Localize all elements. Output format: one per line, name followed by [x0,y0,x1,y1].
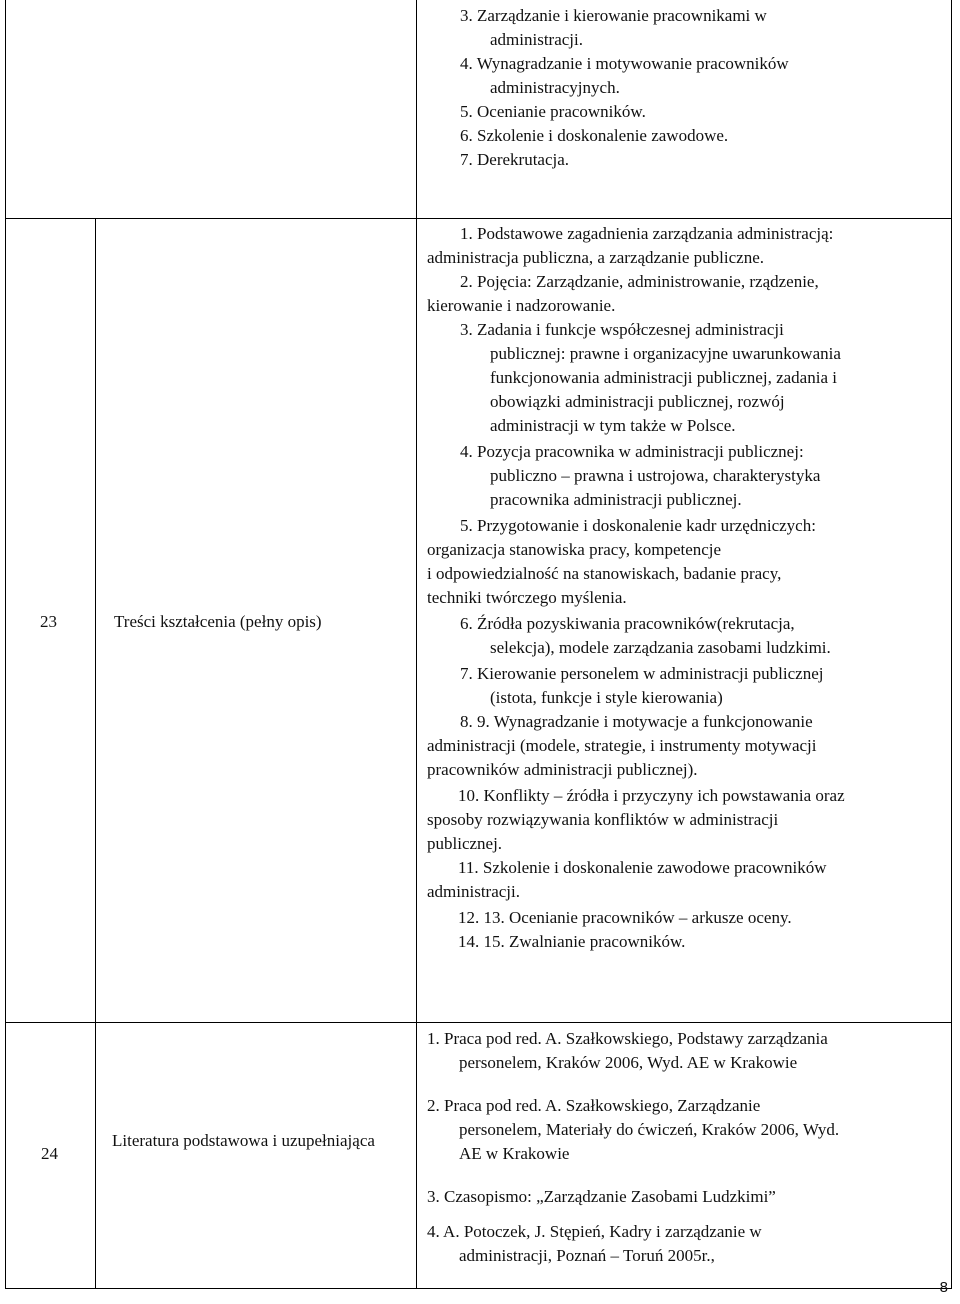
list-item: 5. Ocenianie pracowników. [460,102,646,121]
content-line: 6. Źródła pozyskiwania pracowników(rekrutacja, [460,614,795,633]
row-number: 23 [40,612,57,631]
list-item: 4. Wynagradzanie i motywowanie pracowników [460,54,789,73]
list-item: 3. Zarządzanie i kierowanie pracownikami w [460,6,767,25]
reference-line: 2. Praca pod red. A. Szałkowskiego, Zarządzanie [427,1096,761,1115]
reference-line: administracji, Poznań – Toruń 2005r., [459,1246,715,1265]
list-item: 6. Szkolenie i doskonalenie zawodowe. [460,126,729,145]
content-line: administracji w tym także w Polsce. [490,416,736,435]
row-number: 24 [41,1144,58,1163]
content-line: 3. Zadania i funkcje współczesnej administracji [460,320,784,339]
content-line: 11. Szkolenie i doskonalenie zawodowe pracowników [458,858,827,877]
list-item: 7. Derekrutacja. [460,150,570,169]
content-line: obowiązki administracji publicznej, rozwój [490,392,785,411]
table-right-border [951,0,952,1289]
list-item: administracji. [490,30,584,49]
row-label: Treści kształcenia (pełny opis) [114,612,322,631]
reference-line: 1. Praca pod red. A. Szałkowskiego, Podstawy zarządzania [427,1029,828,1048]
content-line: 7. Kierowanie personelem w administracji publicznej [460,664,824,683]
content-line: 8. 9. Wynagradzanie i motywacje a funkcjonowanie [460,712,813,731]
content-line: selekcja), modele zarządzania zasobami ludzkimi. [490,638,831,657]
content-line: administracja publiczna, a zarządzanie publiczne. [427,248,764,267]
content-line: funkcjonowania administracji publicznej, zadania i [490,368,837,387]
content-line: pracowników administracji publicznej). [427,760,698,779]
content-line: 12. 13. Ocenianie pracowników – arkusze oceny. [458,908,792,927]
content-line: (istota, funkcje i style kierowania) [490,688,723,707]
table-left-border [5,0,6,1289]
reference-line: 4. A. Potoczek, J. Stępień, Kadry i zarządzanie w [427,1222,762,1241]
row-label: Literatura podstawowa i uzupełniająca [112,1131,375,1150]
table-row-divider-2 [5,1022,952,1023]
content-line: 5. Przygotowanie i doskonalenie kadr urzędniczych: [460,516,816,535]
content-line: publicznej: prawne i organizacyjne uwarunkowania [490,344,841,363]
reference-line: personelem, Materiały do ćwiczeń, Kraków 2006, Wyd. [459,1120,840,1139]
table-col1-divider [95,218,96,1289]
content-line: 14. 15. Zwalnianie pracowników. [458,932,686,951]
content-line: 10. Konflikty – źródła i przyczyny ich powstawania oraz [458,786,845,805]
reference-line: personelem, Kraków 2006, Wyd. AE w Krakowie [459,1053,798,1072]
table-row-divider-1 [5,218,952,219]
content-line: 1. Podstawowe zagadnienia zarządzania administracją: [460,224,834,243]
content-line: pracownika administracji publicznej. [490,490,742,509]
content-line: sposoby rozwiązywania konfliktów w administracji [427,810,779,829]
list-item: administracyjnych. [490,78,620,97]
content-line: i odpowiedzialność na stanowiskach, badanie pracy, [427,564,782,583]
page-number: 8 [939,1279,948,1296]
content-line: administracji. [427,882,521,901]
table-col2-divider [416,0,417,1289]
content-line: techniki twórczego myślenia. [427,588,627,607]
content-line: publiczno – prawna i ustrojowa, charakterystyka [490,466,821,485]
content-line: kierowanie i nadzorowanie. [427,296,616,315]
content-line: organizacja stanowiska pracy, kompetencje [427,540,722,559]
content-line: administracji (modele, strategie, i instrumenty motywacji [427,736,817,755]
reference-line: AE w Krakowie [459,1144,570,1163]
reference-line: 3. Czasopismo: „Zarządzanie Zasobami Ludzkimi” [427,1187,776,1206]
table-bottom-border [5,1288,952,1289]
content-line: publicznej. [427,834,503,853]
content-line: 4. Pozycja pracownika w administracji publicznej: [460,442,804,461]
content-line: 2. Pojęcia: Zarządzanie, administrowanie, rządzenie, [460,272,819,291]
